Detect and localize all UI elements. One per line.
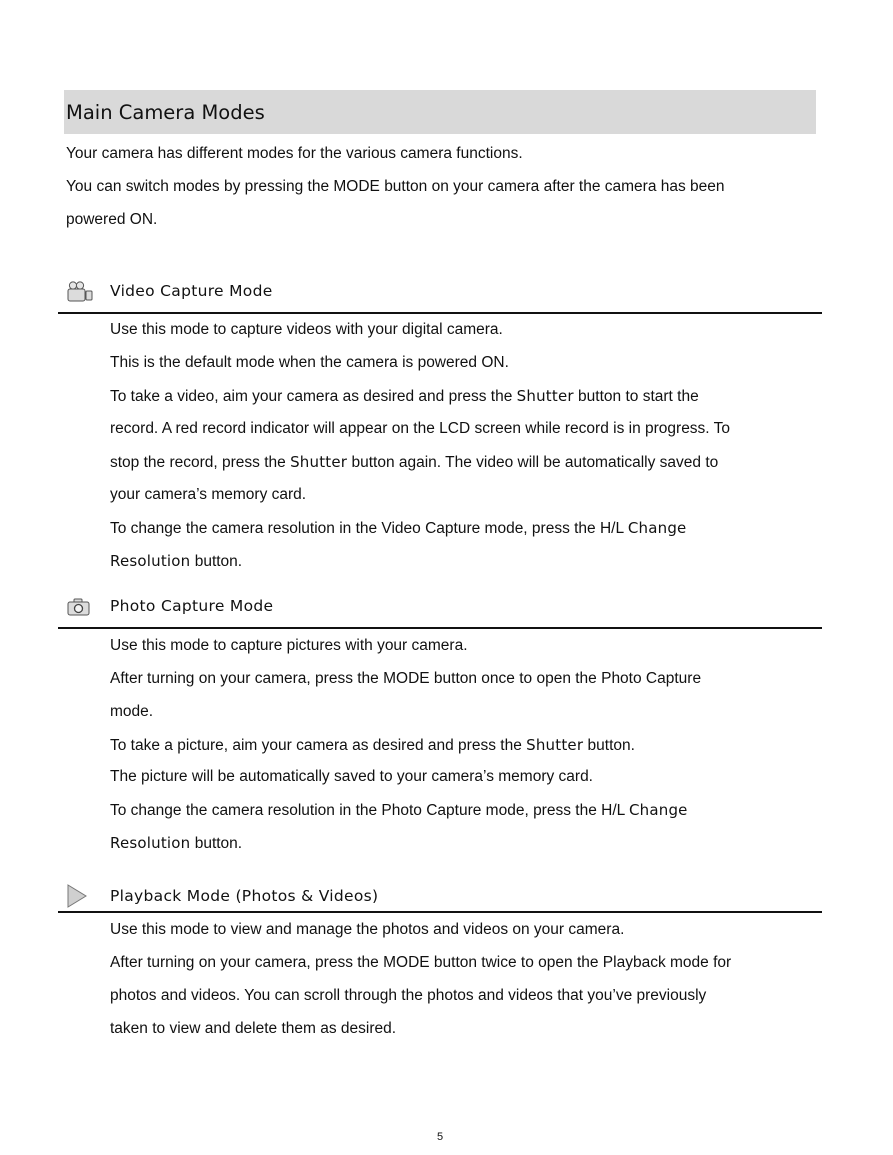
section-divider [58, 911, 822, 913]
text-run: button to start the [573, 388, 699, 405]
text-run: To take a video, aim your camera as desired and press the [110, 388, 517, 405]
video-line-8 [110, 551, 242, 572]
change-term: Change [627, 519, 687, 537]
change-term: Change [628, 801, 688, 819]
photo-line-2: After turning on your camera, press the MODE button once to open the Photo Capture [110, 670, 702, 687]
video-line-4: record. A red record indicator will appear on the LCD screen while record is in progress. To [110, 420, 731, 437]
video-line-1: Use this mode to capture videos with your digital camera. [110, 321, 503, 338]
shutter-term: Shutter [526, 736, 584, 754]
text-run: To change the camera resolution in the Video Capture mode, press the H/L [110, 520, 628, 537]
shutter-term: Shutter [516, 387, 574, 405]
video-line-5 [110, 452, 718, 473]
page-title: Main Camera Modes [64, 90, 816, 134]
resolution-term: Resolution [110, 552, 191, 570]
video-camera-icon [66, 280, 94, 309]
intro-line-3: powered ON. [66, 211, 158, 228]
text-run: button again. The video will be automatically saved to [347, 454, 719, 471]
video-line-7 [110, 518, 686, 539]
text-run: button. [190, 835, 243, 852]
section-title-playback: Playback Mode (Photos & Videos) [110, 887, 379, 905]
section-divider [58, 627, 822, 629]
intro-line-2: You can switch modes by pressing the MODE button on your camera after the camera has been [66, 178, 725, 195]
intro-line-1: Your camera has different modes for the various camera functions. [66, 145, 523, 162]
playback-line-3: photos and videos. You can scroll through the photos and videos that you’ve previously [110, 987, 707, 1004]
photo-line-7 [110, 833, 242, 854]
playback-line-2: After turning on your camera, press the MODE button twice to open the Playback mode for [110, 954, 732, 971]
section-title-video: Video Capture Mode [110, 282, 273, 300]
photo-line-6 [110, 800, 688, 821]
resolution-term: Resolution [110, 834, 191, 852]
playback-line-4: taken to view and delete them as desired. [110, 1020, 397, 1037]
text-run: stop the record, press the [110, 454, 291, 471]
text-run: button. [583, 737, 635, 754]
photo-camera-icon [66, 597, 92, 622]
photo-line-4 [110, 735, 635, 756]
text-run: To change the camera resolution in the Photo Capture mode, press the H/L [110, 802, 629, 819]
text-run: button. [190, 553, 243, 570]
video-line-2: This is the default mode when the camera is powered ON. [110, 354, 509, 371]
section-title-photo: Photo Capture Mode [110, 597, 274, 615]
page-number: 5 [436, 1131, 444, 1143]
video-line-3 [110, 386, 699, 407]
photo-line-1: Use this mode to capture pictures with your camera. [110, 637, 468, 654]
text-run: To take a picture, aim your camera as desired and press the [110, 737, 527, 754]
photo-line-3: mode. [110, 703, 154, 720]
photo-line-5: The picture will be automatically saved to your camera’s memory card. [110, 768, 593, 785]
play-triangle-icon [66, 884, 88, 913]
playback-line-1: Use this mode to view and manage the photos and videos on your camera. [110, 921, 625, 938]
section-divider [58, 312, 822, 314]
video-line-6: your camera’s memory card. [110, 486, 307, 503]
shutter-term: Shutter [290, 453, 348, 471]
